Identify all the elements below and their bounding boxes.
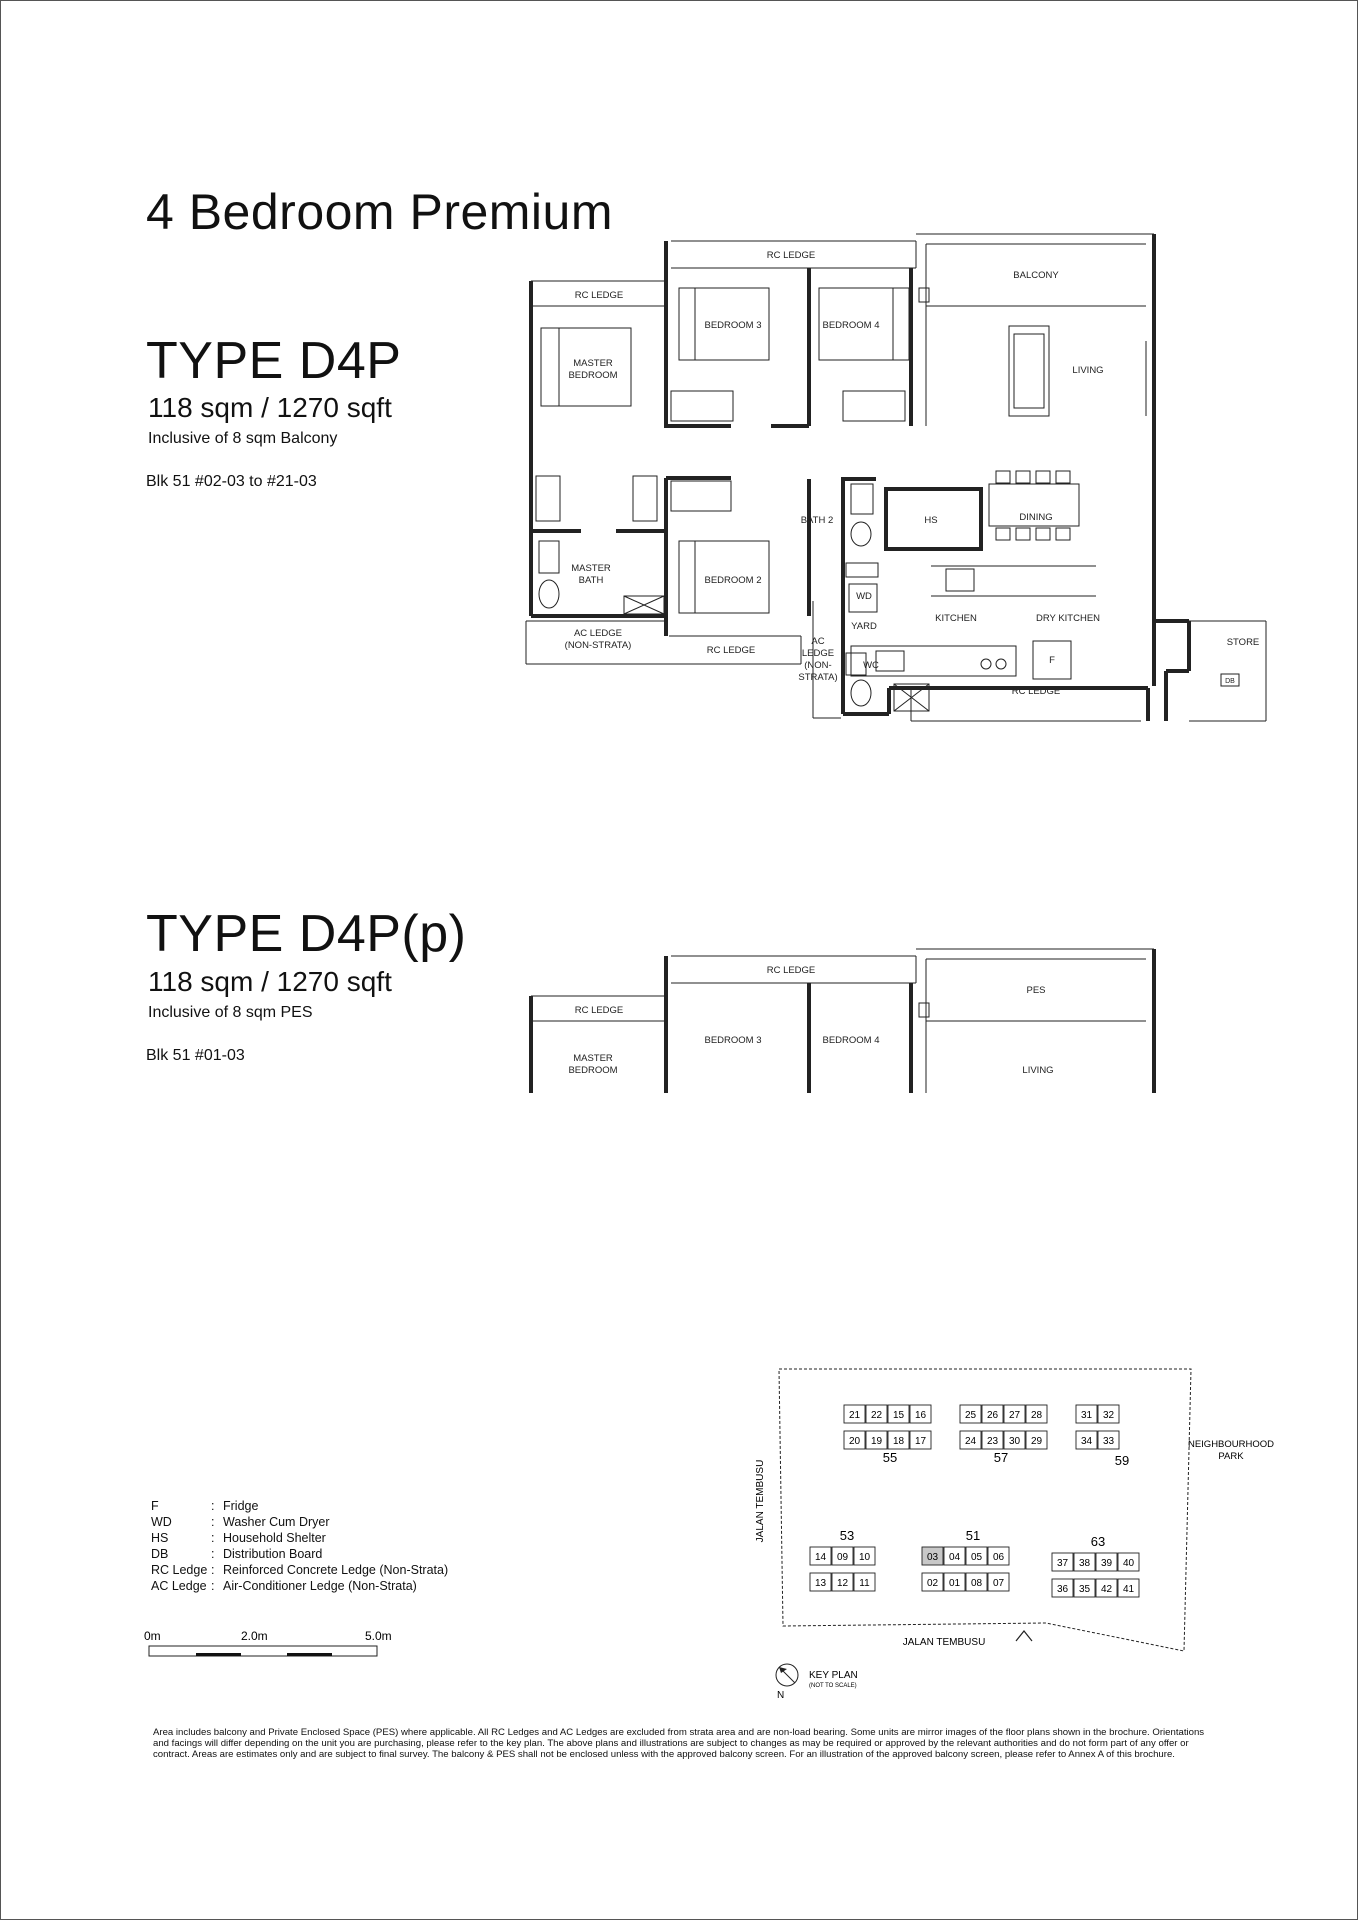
scale-label-0: 0m [144,1629,161,1643]
key-plan-unit-label: 10 [858,1552,871,1563]
key-plan-block [810,1528,875,1591]
plan2-rc-ledge-top: RC LEDGE [766,965,816,976]
plan1-bath2: BATH 2 [800,515,834,526]
key-plan-block-label: 57 [993,1450,1009,1465]
legend-abbr: RC Ledge [151,1563,208,1577]
north-arrow-icon [779,1667,787,1673]
plan2-pes: PES [1026,985,1046,996]
key-plan-unit-label: 14 [814,1552,827,1563]
key-plan-block-label: 51 [965,1528,981,1543]
disclaimer: Area includes balcony and Private Enclosed Space (PES) where applicable. All RC Ledges and AC Ledges are excluded from strata area and are non-load bearing. Some units are mirror images of the floor plans shown in the brochure. Orientations and facings will differ depending on the unit you are purchasing, please refer to the key plan. The above plans and illustrations are subject to changes as may be required or approved by the relevant authorities and do not form part of any offer or contract. Areas are estimates only and are subject to final survey. The balcony & PES shall not be enclosed unless with the approved balcony screen. For an illustration of the approved balcony screen, please refer to Annex A of this brochure. [153,1727,1205,1760]
plan1-dining: DINING [1019,512,1053,523]
plan1-rc-ledge-bottom-right: RC LEDGE [1011,686,1061,697]
key-plan-block [844,1405,931,1465]
key-plan-unit-label: 40 [1122,1558,1135,1569]
legend-desc: Reinforced Concrete Ledge (Non-Strata) [223,1563,449,1577]
legend-row: RC Ledge : Reinforced Concrete Ledge (Non-Strata) [151,1563,449,1577]
key-plan-unit-label: 19 [870,1436,883,1447]
legend-row: HS : Household Shelter [151,1531,326,1545]
key-plan-block [960,1405,1047,1465]
plan1-living: LIVING [1072,365,1104,376]
key-plan-unit-label: 11 [859,1578,870,1589]
key-plan-unit-label: 23 [986,1436,999,1447]
key-plan-unit-label: 06 [992,1552,1005,1563]
plan1-wd: WD [856,591,872,602]
legend-desc: Air-Conditioner Ledge (Non-Strata) [223,1579,417,1593]
type-d4pp-block: Blk 51 #01-03 [146,1047,245,1064]
key-plan-blocks [810,1405,1139,1597]
key-plan-unit-label: 05 [970,1552,983,1563]
key-plan-unit-label: 41 [1122,1584,1135,1595]
key-plan-unit-label: 39 [1100,1558,1113,1569]
legend-abbr: HS [151,1531,169,1545]
key-plan-unit-label: 30 [1008,1436,1021,1447]
key-plan-block [1052,1534,1139,1597]
key-plan-unit-label: 16 [914,1410,927,1421]
plan2-bedroom4: BEDROOM 4 [822,1035,880,1046]
key-plan-unit-label: 22 [870,1410,883,1421]
type-d4p-area: 118 sqm / 1270 sqft [148,392,392,423]
key-plan-unit-label: 13 [814,1578,827,1589]
plan2-rc-ledge-left: RC LEDGE [574,1005,624,1016]
type-d4pp-area: 118 sqm / 1270 sqft [148,966,392,997]
plan1-hs: HS [924,515,938,526]
floor-plan-d4pp [521,941,1281,1096]
type-d4p-title: TYPE D4P [146,332,402,390]
key-plan-unit-label: 04 [948,1552,961,1563]
key-plan [741,1361,1275,1701]
legend [151,1498,448,1594]
key-plan-unit-label: 35 [1078,1584,1091,1595]
key-plan-unit-label: 02 [926,1578,939,1589]
key-plan-unit-label: 25 [964,1410,977,1421]
legend-row: F : Fridge [151,1499,259,1513]
key-plan-unit-label: 27 [1008,1410,1021,1421]
key-plan-unit-label: 18 [892,1436,905,1447]
key-plan-unit-label: 26 [986,1410,999,1421]
plan1-wc: WC [863,660,879,671]
plan1-master-bath-l2: BATH [578,575,604,586]
key-plan-unit-label: 33 [1102,1436,1115,1447]
plan1-bedroom2: BEDROOM 2 [704,575,762,586]
plan1-db: DB [1225,678,1235,685]
legend-desc: Washer Cum Dryer [223,1515,330,1529]
plan2-master-bedroom-l2: BEDROOM [568,1065,618,1076]
key-plan-subtitle: (NOT TO SCALE) [809,1683,857,1689]
key-plan-unit-label: 21 [848,1410,861,1421]
scale-bar [141,1626,401,1661]
key-plan-unit-label: 36 [1056,1584,1069,1595]
key-plan-unit-label: 24 [964,1436,977,1447]
key-plan-unit-label: 12 [836,1578,849,1589]
key-plan-unit-label: 42 [1100,1584,1113,1595]
floor-plan-d4p [521,226,1281,726]
plan1-ac-ledge-l2: (NON-STRATA) [564,640,632,651]
plan1-kitchen: KITCHEN [935,613,977,624]
plan1-fridge: F [1049,655,1055,666]
key-plan-unit-label: 28 [1030,1410,1043,1421]
plan1-balcony: BALCONY [1013,270,1059,281]
legend-row: DB : Distribution Board [151,1547,323,1561]
plan1-master-bedroom-l1: MASTER [573,358,613,369]
key-plan-unit-label: 34 [1080,1436,1093,1447]
key-plan-unit-label: 20 [848,1436,861,1447]
plan1-ac-ledge-v4: STRATA) [798,672,838,683]
key-plan-title: KEY PLAN [809,1670,858,1681]
plan1-rc-ledge-left: RC LEDGE [574,290,624,301]
type-d4pp-title: TYPE D4P(p) [146,905,467,963]
scale-label-5: 5.0m [365,1629,392,1643]
key-plan-block-label: 55 [882,1450,898,1465]
key-plan-unit-label: 01 [948,1578,961,1589]
plan1-ac-ledge-l1: AC LEDGE [573,628,623,639]
type-d4p-note: Inclusive of 8 sqm Balcony [148,430,338,447]
key-plan-unit-label: 08 [970,1578,983,1589]
plan1-ac-ledge-v1: AC [811,636,825,647]
plan2-master-bedroom-l1: MASTER [573,1053,613,1064]
legend-desc: Household Shelter [223,1531,326,1545]
type-d4pp-note: Inclusive of 8 sqm PES [148,1004,313,1021]
key-plan-unit-label: 31 [1080,1410,1093,1421]
plan2-bedroom3: BEDROOM 3 [704,1035,762,1046]
park-label-2: PARK [1218,1451,1244,1462]
key-plan-unit-label: 37 [1056,1558,1069,1569]
key-plan-block-label: 53 [839,1528,855,1543]
plan2-living: LIVING [1022,1065,1054,1076]
plan1-store: STORE [1226,637,1260,648]
key-plan-unit-label: 15 [892,1410,905,1421]
key-plan-unit-label: 38 [1078,1558,1091,1569]
plan1-ac-ledge-v2: LEDGE [801,648,835,659]
plan1-rc-ledge-top: RC LEDGE [766,250,816,261]
plan1-bedroom4: BEDROOM 4 [822,320,880,331]
type-d4p-block: Blk 51 #02-03 to #21-03 [146,473,317,490]
plan1-bedroom3: BEDROOM 3 [704,320,762,331]
road-left: JALAN TEMBUSU [755,1459,766,1543]
legend-desc: Distribution Board [223,1547,323,1561]
legend-desc: Fridge [223,1499,259,1513]
legend-row: WD : Washer Cum Dryer [151,1515,330,1529]
north-label: N [777,1690,785,1701]
key-plan-block-label: 59 [1114,1453,1130,1468]
page-heading: 4 Bedroom Premium [146,184,613,240]
plan1-master-bath-l1: MASTER [571,563,611,574]
key-plan-unit-label: 09 [836,1552,849,1563]
key-plan-unit-label: 03 [926,1552,939,1563]
legend-abbr: F [151,1499,159,1513]
legend-abbr: AC Ledge [151,1579,207,1593]
plan1-master-bedroom-l2: BEDROOM [568,370,618,381]
plan1-ac-ledge-v3: (NON- [804,660,832,671]
road-bottom: JALAN TEMBUSU [902,1637,986,1648]
legend-abbr: WD [151,1515,172,1529]
key-plan-block-label: 63 [1090,1534,1106,1549]
plan1-dry-kitchen: DRY KITCHEN [1035,613,1101,624]
key-plan-unit-label: 29 [1030,1436,1043,1447]
key-plan-unit-label: 32 [1102,1410,1115,1421]
legend-row: AC Ledge : Air-Conditioner Ledge (Non-Strata) [151,1579,417,1593]
plan1-yard: YARD [851,621,877,632]
park-label-1: NEIGHBOURHOOD [1187,1439,1275,1450]
key-plan-unit-label: 07 [992,1578,1005,1589]
key-plan-unit-label: 17 [914,1436,927,1447]
key-plan-block [922,1528,1009,1591]
plan1-rc-ledge-bottom: RC LEDGE [706,645,756,656]
key-plan-block [1076,1405,1129,1468]
legend-abbr: DB [151,1547,169,1561]
scale-label-2: 2.0m [241,1629,268,1643]
